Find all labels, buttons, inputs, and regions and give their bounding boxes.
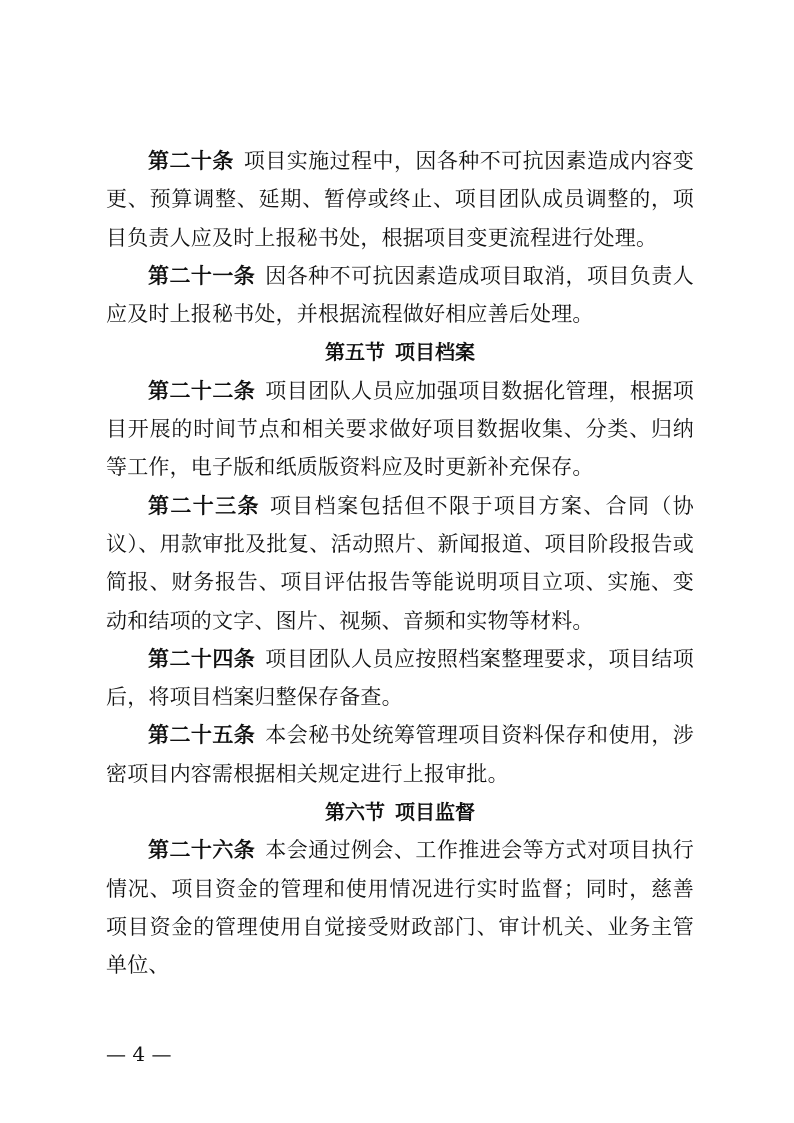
article-24 xyxy=(106,640,694,717)
article-23 xyxy=(106,487,694,640)
page-number: — 4 — xyxy=(106,1042,172,1066)
section-heading-6 xyxy=(106,793,694,831)
article-number: 第二十二条 xyxy=(148,378,256,403)
article-number: 第二十四条 xyxy=(148,646,256,671)
article-text: 本会通过例会、工作推进会等方式对项目执行情况、项目资金的管理和使用情况进行实时监督；同时，慈善项目资金的管理使用自觉接受财政部门、审计机关、业务主管单位、 xyxy=(106,838,694,978)
article-22 xyxy=(106,372,694,487)
section-title: 项目监督 xyxy=(395,800,475,825)
article-number: 第二十五条 xyxy=(148,723,256,748)
article-text: 本会秘书处统筹管理项目资料保存和使用，涉密项目内容需根据相关规定进行上报审批。 xyxy=(106,723,694,786)
article-number: 第二十一条 xyxy=(148,263,256,288)
section-heading-5 xyxy=(106,333,694,371)
article-number: 第二十条 xyxy=(148,149,234,173)
article-21 xyxy=(106,257,694,334)
section-number: 第五节 xyxy=(325,340,385,365)
document-body xyxy=(106,142,694,985)
article-text: 项目团队人员应按照档案整理要求，项目结项后，将项目档案归整保存备查。 xyxy=(106,646,694,710)
article-text: 项目档案包括但不限于项目方案、合同（协议）、用款审批及批复、活动照片、新闻报道、项目阶段报告或简报、财务报告、项目评估报告等能说明项目立项、实施、变动和结项的文字、图片、视频、音频和实物等材料。 xyxy=(106,493,694,633)
article-number: 第二十三条 xyxy=(148,493,260,518)
article-25 xyxy=(106,716,694,793)
article-text: 项目团队人员应加强项目数据化管理，根据项目开展的时间节点和相关要求做好项目数据收集、分类、归纳等工作，电子版和纸质版资料应及时更新补充保存。 xyxy=(106,378,694,480)
article-number: 第二十六条 xyxy=(148,838,256,863)
section-number: 第六节 xyxy=(325,800,385,825)
article-text: 项目实施过程中，因各种不可抗因素造成内容变更、预算调整、延期、暂停或终止、项目团队成员调整的，项目负责人应及时上报秘书处，根据项目变更流程进行处理。 xyxy=(106,149,694,250)
section-title: 项目档案 xyxy=(395,340,475,365)
article-text: 因各种不可抗因素造成项目取消，项目负责人应及时上报秘书处，并根据流程做好相应善后处理。 xyxy=(106,263,694,327)
article-20 xyxy=(106,142,694,257)
article-26 xyxy=(106,831,694,984)
